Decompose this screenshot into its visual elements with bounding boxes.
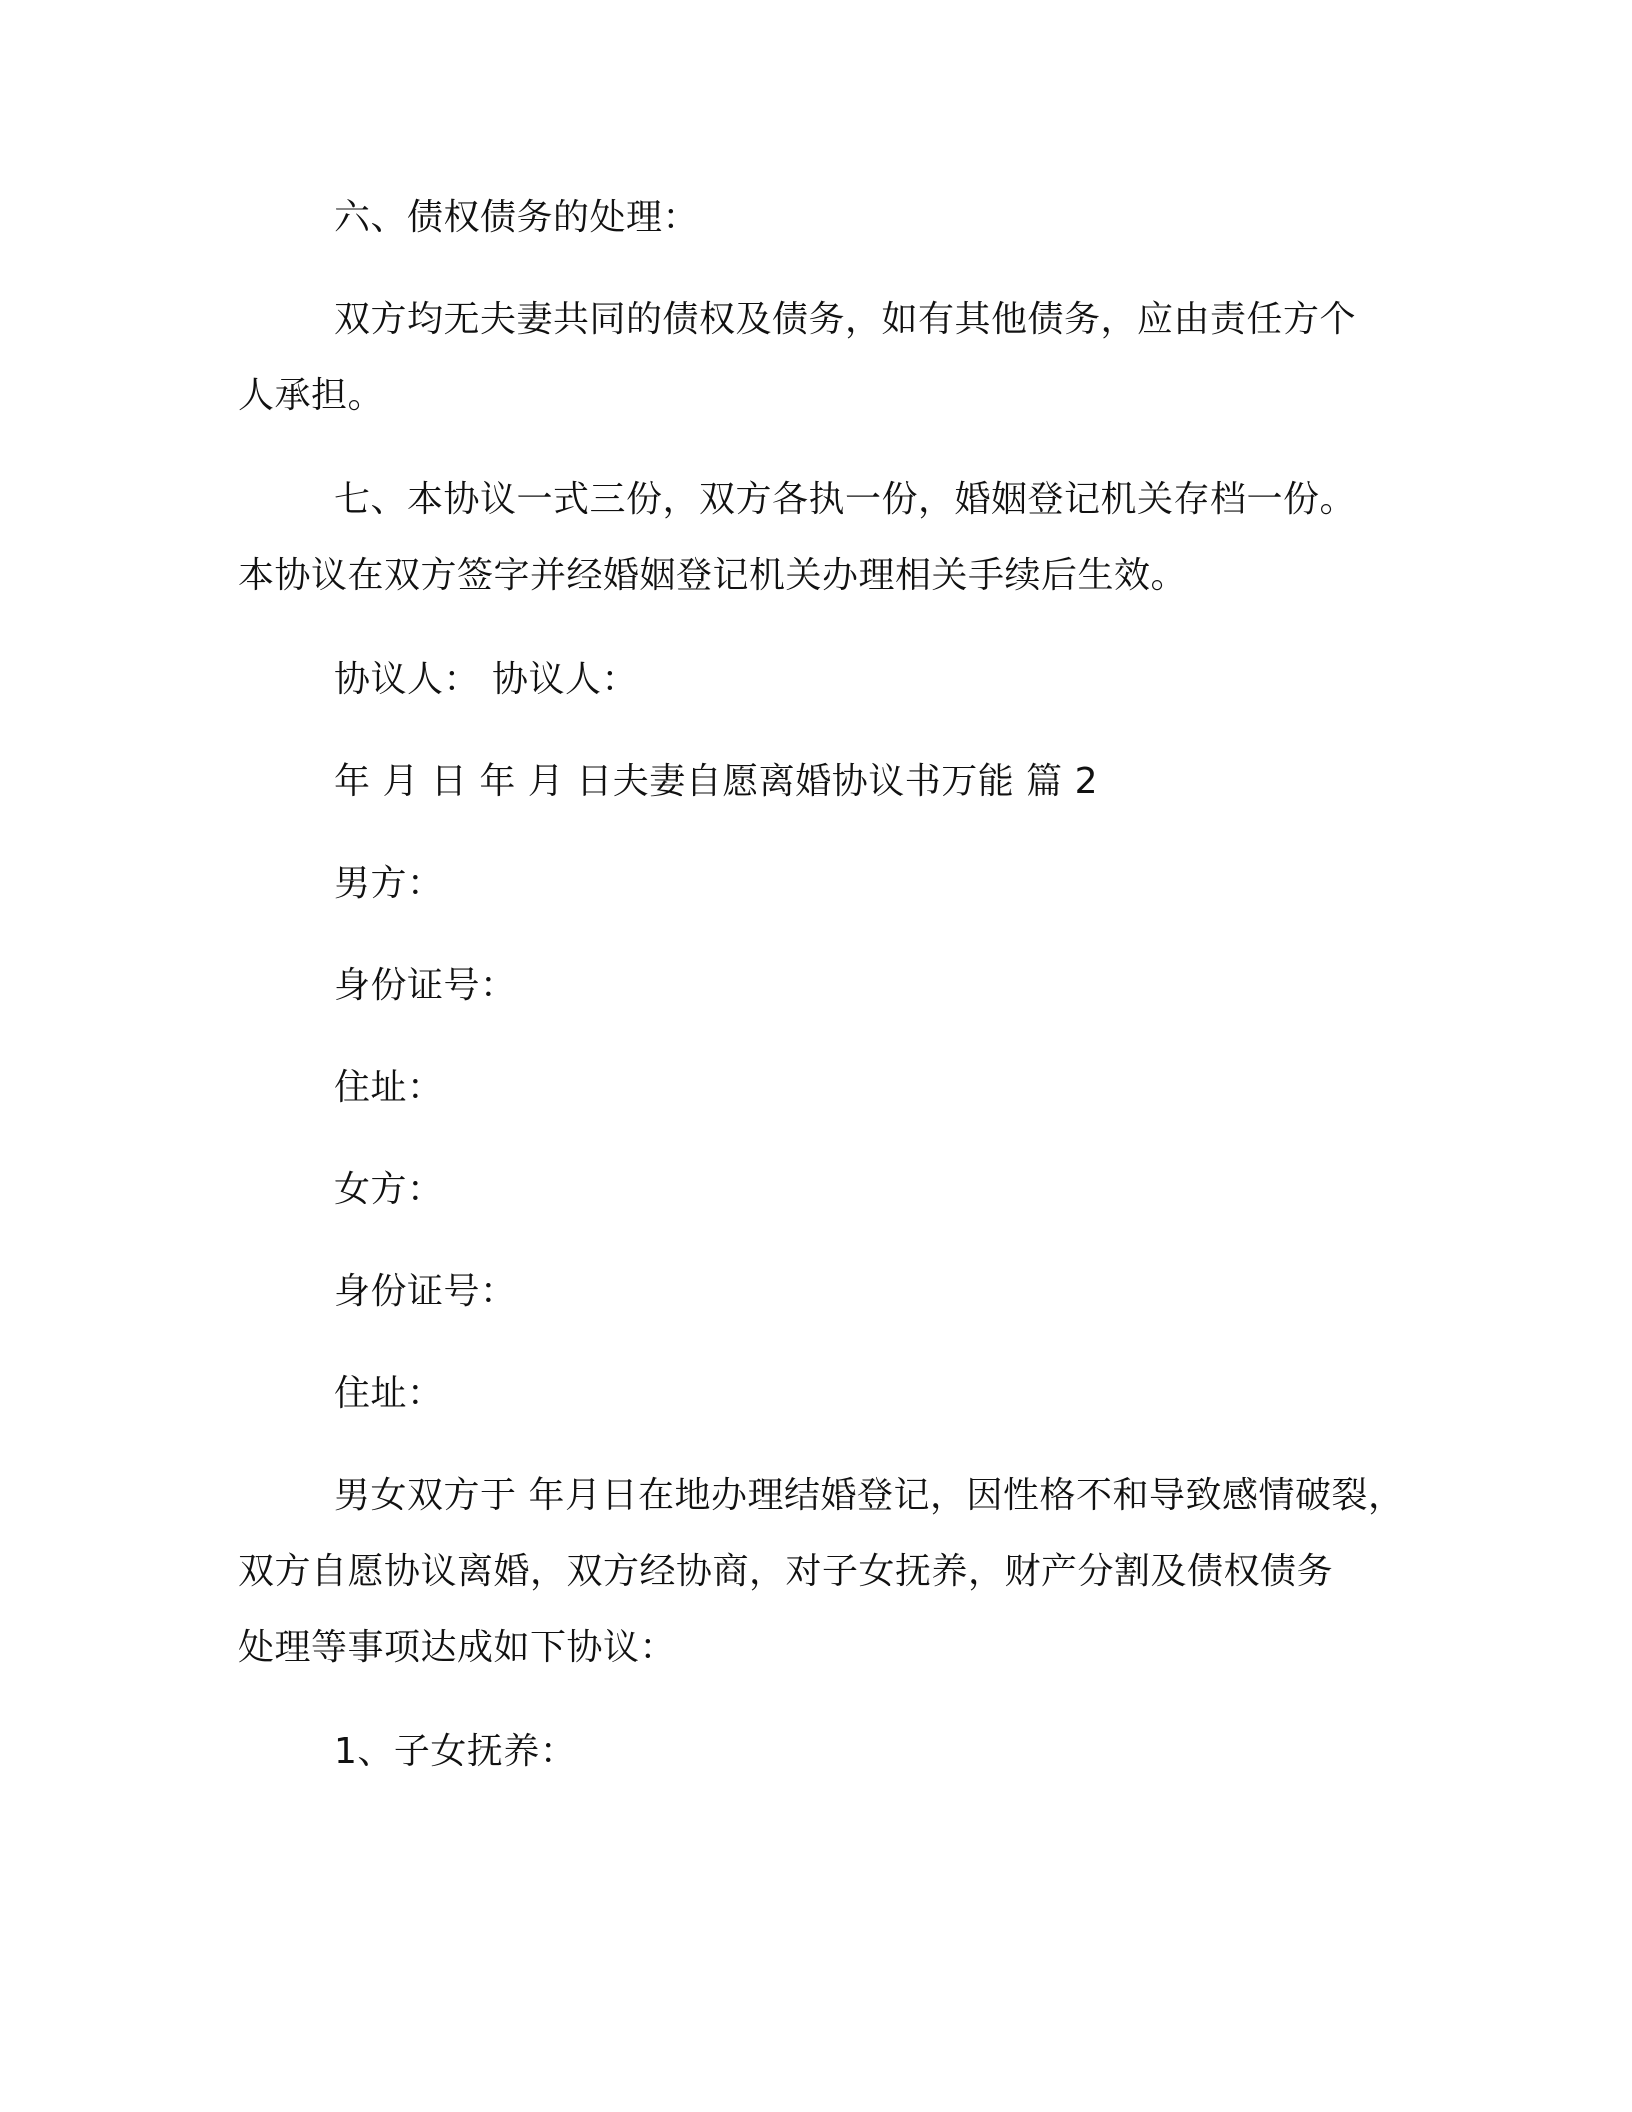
agreement-intro-line-1: 男女双方于 年月日在地办理结婚登记，因性格不和导致感情破裂，: [334, 1475, 1405, 1516]
section-7-line-2: 本协议在双方签字并经婚姻登记机关办理相关手续后生效。: [238, 555, 1188, 596]
section-7-line-1: 七、本协议一式三份，双方各执一份，婚姻登记机关存档一份。: [334, 479, 1357, 520]
signatories-line: 协议人： 协议人：: [334, 659, 638, 700]
male-address-label: 住址：: [334, 1067, 444, 1108]
female-address-label: 住址：: [334, 1373, 444, 1414]
male-party-label: 男方：: [334, 863, 444, 904]
paragraph-debt-line-2: 人承担。: [238, 375, 385, 416]
agreement-intro-line-3: 处理等事项达成如下协议：: [238, 1627, 677, 1668]
item-1-child-custody: 1、子女抚养：: [334, 1731, 577, 1772]
female-id-label: 身份证号：: [334, 1271, 517, 1312]
section-6-heading: 六、债权债务的处理：: [334, 197, 700, 238]
male-id-label: 身份证号：: [334, 965, 517, 1006]
paragraph-debt-line-1: 双方均无夫妻共同的债权及债务，如有其他债务，应由责任方个: [334, 299, 1357, 340]
agreement-intro-line-2: 双方自愿协议离婚，双方经协商，对子女抚养，财产分割及债权债务: [238, 1551, 1334, 1592]
date-title-line: 年 月 日 年 月 日夫妻自愿离婚协议书万能 篇 2: [334, 761, 1099, 802]
female-party-label: 女方：: [334, 1169, 444, 1210]
